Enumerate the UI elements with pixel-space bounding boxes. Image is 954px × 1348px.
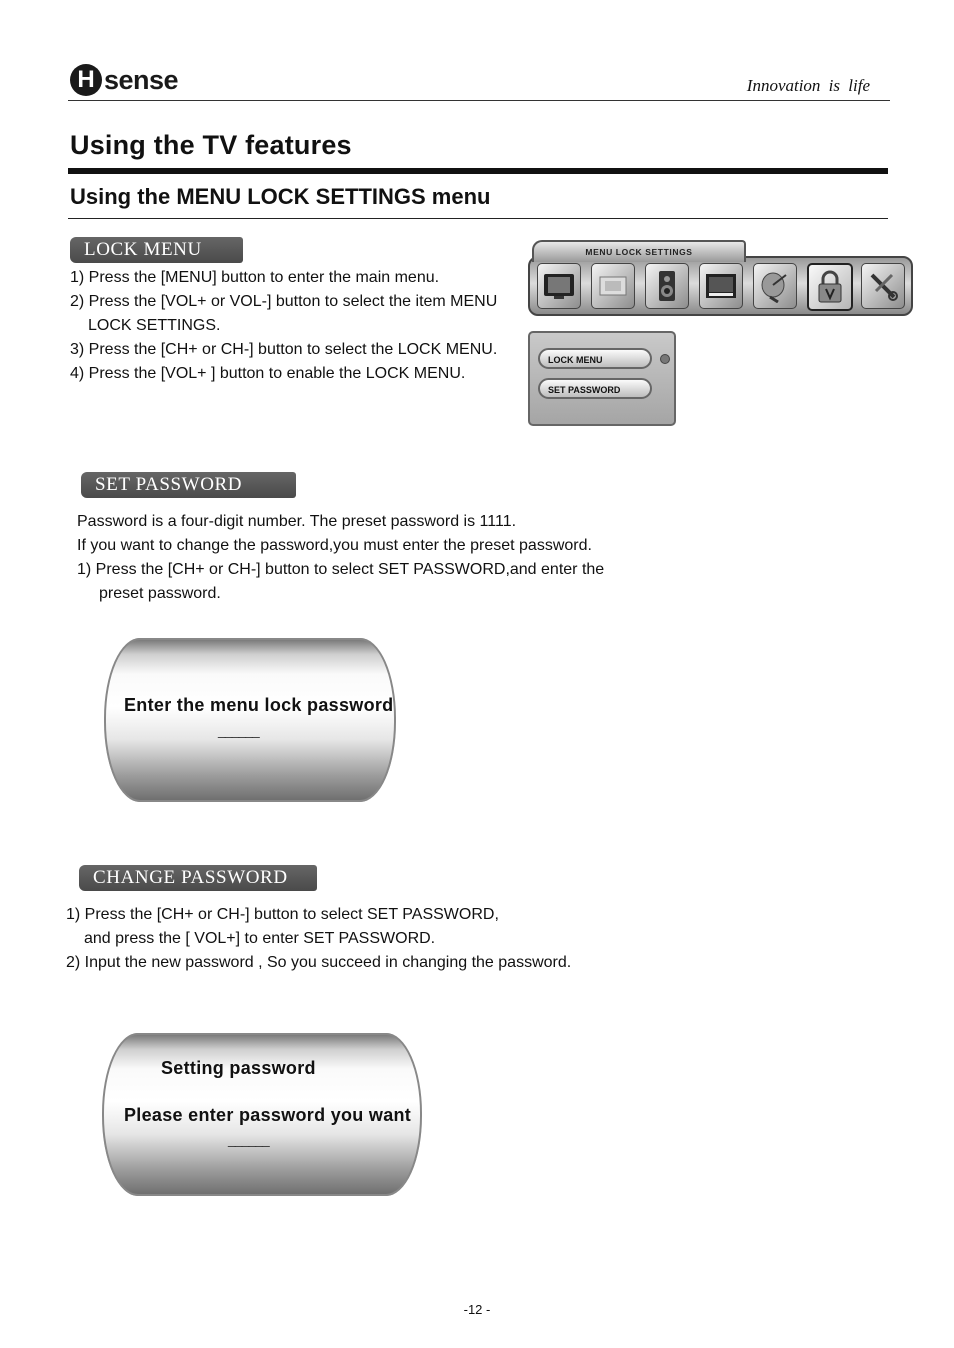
- osd-menu-title: MENU LOCK SETTINGS: [532, 240, 746, 262]
- section-divider: [68, 218, 888, 219]
- password-input[interactable]: ______: [218, 722, 259, 738]
- change-password-label: CHANGE PASSWORD: [79, 865, 317, 891]
- lock-step-1: 1) Press the [MENU] button to enter the main menu.: [70, 269, 440, 286]
- setting-password-title: Setting password: [161, 1058, 316, 1078]
- lock-step-2-cont: LOCK SETTINGS.: [88, 317, 221, 334]
- sound-icon[interactable]: [645, 263, 689, 309]
- logo-mark: H: [70, 64, 102, 96]
- toggle-indicator-icon[interactable]: [660, 354, 670, 364]
- title-underline: [68, 168, 888, 174]
- lock-step-4: 4) Press the [VOL+ ] button to enable the LOCK MENU.: [70, 365, 466, 382]
- lock-step-3: 3) Press the [CH+ or CH-] button to select the LOCK MENU.: [70, 341, 498, 358]
- logo-text: sense: [104, 64, 179, 95]
- osd-icon-strip: [528, 256, 913, 316]
- picture-icon[interactable]: [537, 263, 581, 309]
- setting-password-dialog: [102, 1033, 422, 1196]
- set-password-line-2: If you want to change the password,you must enter the preset password.: [77, 537, 592, 554]
- set-password-line-3: 1) Press the [CH+ or CH-] button to select SET PASSWORD,and enter the: [77, 561, 605, 578]
- new-password-input[interactable]: ______: [228, 1131, 269, 1147]
- change-password-line-2: and press the [ VOL+] to enter SET PASSWORD.: [84, 930, 436, 947]
- change-password-text: [66, 903, 571, 975]
- osd-menu-bar: [528, 240, 913, 318]
- satellite-icon[interactable]: [753, 263, 797, 309]
- password-dialog: [104, 638, 396, 802]
- brand-logo: [70, 62, 178, 98]
- screen-icon[interactable]: [699, 263, 743, 309]
- osd-item-set-password[interactable]: SET PASSWORD: [538, 378, 652, 399]
- osd-item-lock-menu[interactable]: LOCK MENU: [538, 348, 652, 369]
- page-number: -12 -: [463, 1302, 491, 1317]
- tagline: Innovation is life: [746, 76, 870, 95]
- setting-password-prompt: Please enter password you want: [124, 1105, 412, 1125]
- change-password-line-1: 1) Press the [CH+ or CH-] button to select SET PASSWORD,: [66, 906, 499, 923]
- set-password-text: [77, 510, 604, 606]
- change-password-line-3: 2) Input the new password , So you succeed in changing the password.: [66, 954, 572, 971]
- page-title: Using the TV features: [70, 130, 352, 160]
- lock-step-2: 2) Press the [VOL+ or VOL-] button to select the item MENU: [70, 293, 498, 310]
- set-password-label: SET PASSWORD: [81, 472, 296, 498]
- tools-icon[interactable]: [861, 263, 905, 309]
- osd-submenu: [528, 331, 676, 426]
- section-title: Using the MENU LOCK SETTINGS menu: [70, 184, 491, 209]
- set-password-line-1: Password is a four-digit number. The preset password is 1111.: [77, 513, 517, 530]
- lock-menu-label: LOCK MENU: [70, 237, 243, 263]
- setup-icon[interactable]: [591, 263, 635, 309]
- lock-icon[interactable]: [807, 263, 853, 311]
- lock-menu-steps: [70, 266, 497, 386]
- password-dialog-prompt: Enter the menu lock password: [124, 695, 394, 715]
- header-divider: [68, 100, 890, 101]
- set-password-line-4: preset password.: [99, 585, 221, 602]
